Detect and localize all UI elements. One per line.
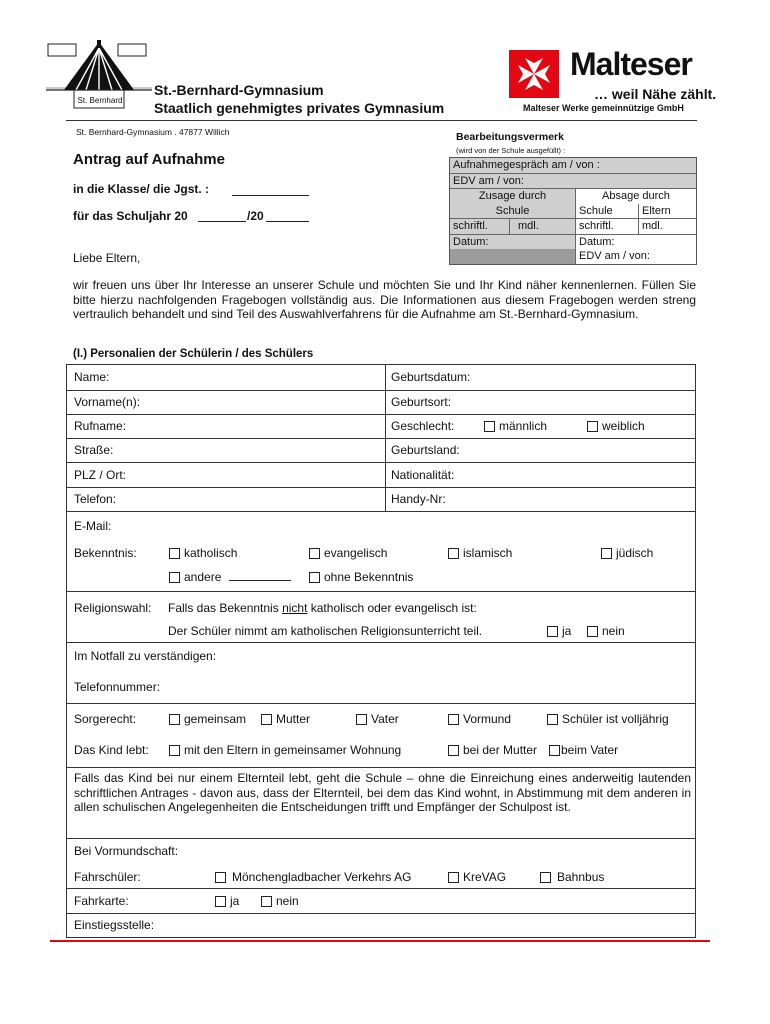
juedisch-checkbox[interactable]	[601, 548, 612, 559]
fahrkarte-ja-option[interactable]	[215, 894, 239, 908]
bv-zusage: Zusage durch	[450, 189, 576, 204]
bv-row-schriftl	[450, 218, 696, 234]
andere-label: andere	[184, 570, 222, 584]
krevag-checkbox[interactable]	[448, 872, 459, 883]
row-divider	[67, 767, 695, 768]
gemeinsam-checkbox[interactable]	[169, 714, 180, 725]
schuljahr-sep: /20	[247, 209, 264, 223]
strasse-label: Straße:	[74, 443, 114, 457]
ohne-option[interactable]	[309, 570, 413, 584]
bv-datum2: Datum:	[579, 235, 615, 248]
bv-row-edv	[450, 174, 696, 190]
fahrkarte-ja-label: ja	[230, 894, 240, 908]
fahrkarte-label: Fahrkarte:	[74, 894, 129, 908]
logo-text: St. Bernhard	[77, 96, 123, 105]
fahrkarte-nein-option[interactable]	[261, 894, 299, 908]
school-subtitle: Staatlich genehmigtes privates Gymnasium	[154, 100, 445, 116]
schuljahr-input-1[interactable]	[198, 221, 246, 222]
katholisch-checkbox[interactable]	[169, 548, 180, 559]
volljaehrig-option[interactable]	[547, 712, 669, 726]
weiblich-label: weiblich	[602, 419, 645, 433]
religion-question: Der Schüler nimmt am katholischen Religionsunterricht teil.	[168, 624, 483, 638]
religionswahl-condition	[168, 601, 477, 615]
geburtsort-label: Geburtsort:	[391, 395, 452, 409]
sorgerecht-label: Sorgerecht:	[74, 712, 137, 726]
weiblich-option[interactable]	[587, 419, 645, 433]
bv-edv2: EDV am / von:	[579, 250, 650, 262]
bv-absage: Absage durch	[602, 190, 670, 202]
bv-schule2: Schule	[576, 204, 639, 219]
beim-vater-label: beim Vater	[561, 743, 619, 757]
col-divider	[385, 365, 386, 511]
evangelisch-checkbox[interactable]	[309, 548, 320, 559]
rufname-label: Rufname:	[74, 419, 127, 433]
name-label: Name:	[74, 370, 110, 384]
andere-option[interactable]	[169, 570, 291, 584]
row-divider	[67, 414, 695, 415]
elternteil-info: Falls das Kind bei nur einem Elternteil lebt, geht die Schule – ohne die Einreichung eines anderweitig lautenden schriftlichen Antrages - davon aus, dass der Elternteil, bei dem das Kind wohnt, in Abstimmung mit dem anderen in allen schulischen Angelegenheiten die Entscheidungen trifft und Empfänger der Schulpost ist.	[74, 771, 691, 814]
row-divider	[67, 390, 695, 391]
ohne-label: ohne Bekenntnis	[324, 570, 414, 584]
row-divider	[67, 511, 695, 512]
krevag-option[interactable]	[448, 870, 506, 884]
bv-eltern: Eltern	[642, 204, 671, 217]
maennlich-label: männlich	[499, 419, 548, 433]
maennlich-option[interactable]	[484, 419, 547, 433]
mutter-checkbox[interactable]	[261, 714, 272, 725]
islamisch-option[interactable]	[448, 546, 512, 560]
krevag-label: KreVAG	[463, 870, 507, 884]
bv-edv2-blank	[450, 249, 576, 264]
gemeinsam-label: gemeinsam	[184, 712, 247, 726]
page-title: Antrag auf Aufnahme	[73, 151, 225, 168]
plz-label: PLZ / Ort:	[74, 468, 127, 482]
ohne-checkbox[interactable]	[309, 572, 320, 583]
mit-eltern-option[interactable]	[169, 743, 401, 757]
telefonnummer-label: Telefonnummer:	[74, 680, 161, 694]
bearbeitung-title: Bearbeitungsvermerk	[456, 131, 564, 143]
bv-row-edv2	[450, 249, 696, 264]
footer-red-line	[50, 940, 710, 942]
schuljahr-input-2[interactable]	[266, 221, 309, 222]
bv-row-datum	[450, 234, 696, 250]
vater-label: Vater	[371, 712, 399, 726]
bahnbus-option[interactable]	[540, 870, 604, 884]
row-divider	[67, 591, 695, 592]
bv-datum: Datum:	[450, 235, 576, 250]
bv-row-schule	[450, 204, 696, 219]
religion-nein-label: nein	[602, 624, 625, 638]
mvg-option[interactable]	[215, 870, 411, 884]
religionswahl-label: Religionswahl:	[74, 601, 152, 615]
notfall-label: Im Notfall zu verständigen:	[74, 649, 217, 663]
juedisch-option[interactable]	[601, 546, 653, 560]
weiblich-checkbox[interactable]	[587, 421, 598, 432]
malteser-logo	[509, 50, 559, 98]
greeting: Liebe Eltern,	[73, 251, 141, 265]
bv-row-aufnahme	[450, 158, 696, 174]
vormundschaft-label: Bei Vormundschaft:	[74, 844, 179, 858]
andere-input[interactable]	[229, 580, 291, 581]
bei-mutter-checkbox[interactable]	[448, 745, 459, 756]
vormund-option[interactable]	[448, 712, 511, 726]
bv-schriftl2: schriftl.	[576, 219, 639, 234]
islamisch-checkbox[interactable]	[448, 548, 459, 559]
religion-ja-label: ja	[562, 624, 572, 638]
bahnbus-checkbox[interactable]	[540, 872, 551, 883]
bv-mdl: mdl.	[510, 219, 576, 234]
kind-lebt-label: Das Kind lebt:	[74, 743, 149, 757]
maltese-cross-icon	[509, 50, 559, 98]
row-divider	[67, 703, 695, 704]
katholisch-label: katholisch	[184, 546, 238, 560]
bv-schriftl: schriftl.	[450, 219, 510, 234]
fahrschueler-label: Fahrschüler:	[74, 870, 141, 884]
condition-nicht: nicht	[282, 601, 308, 615]
gemeinsam-option[interactable]	[169, 712, 246, 726]
bahnbus-label: Bahnbus	[557, 870, 605, 884]
row-divider	[67, 913, 695, 914]
klasse-input[interactable]	[232, 194, 309, 196]
school-address: St. Bernhard-Gymnasium . 47877 Willich	[76, 127, 230, 137]
vormund-label: Vormund	[463, 712, 512, 726]
school-logo	[44, 40, 154, 114]
bekenntnis-label: Bekenntnis:	[74, 546, 137, 560]
nationalitaet-label: Nationalität:	[391, 468, 455, 482]
row-divider	[67, 462, 695, 463]
religion-ja-option[interactable]	[547, 624, 571, 638]
islamisch-label: islamisch	[463, 546, 513, 560]
bearbeitung-note: (wird von der Schule ausgefüllt) :	[456, 146, 566, 155]
condition-post: katholisch oder evangelisch ist:	[307, 601, 477, 615]
school-name: St.-Bernhard-Gymnasium	[154, 82, 324, 98]
mvg-checkbox[interactable]	[215, 872, 226, 883]
religion-nein-checkbox[interactable]	[587, 626, 598, 637]
fahrkarte-nein-checkbox[interactable]	[261, 896, 272, 907]
malteser-slogan: … weil Nähe zählt.	[594, 86, 717, 102]
malteser-org: Malteser Werke gemeinnützige GmbH	[523, 103, 684, 113]
bv-row-zusage	[450, 189, 696, 204]
row-divider	[67, 838, 695, 839]
bv-edv: EDV am / von:	[453, 174, 524, 187]
section-title: (I.) Personalien der Schülerin / des Schülers	[73, 348, 314, 360]
beim-vater-checkbox[interactable]	[549, 745, 560, 756]
vormund-checkbox[interactable]	[448, 714, 459, 725]
mutter-label: Mutter	[276, 712, 311, 726]
vater-option[interactable]	[356, 712, 399, 726]
handy-label: Handy-Nr:	[391, 492, 446, 506]
mit-eltern-checkbox[interactable]	[169, 745, 180, 756]
religion-ja-checkbox[interactable]	[547, 626, 558, 637]
mvg-label: Mönchengladbacher Verkehrs AG	[232, 870, 412, 884]
fahrkarte-nein-label: nein	[276, 894, 299, 908]
mutter-option[interactable]	[261, 712, 310, 726]
bei-mutter-label: bei der Mutter	[463, 743, 538, 757]
maennlich-checkbox[interactable]	[484, 421, 495, 432]
row-divider	[67, 642, 695, 643]
row-divider	[67, 888, 695, 889]
religion-nein-option[interactable]	[587, 624, 625, 638]
bv-mdl2: mdl.	[642, 220, 663, 232]
row-divider	[67, 487, 695, 488]
andere-checkbox[interactable]	[169, 572, 180, 583]
email-label: E-Mail:	[74, 519, 112, 533]
juedisch-label: jüdisch	[616, 546, 654, 560]
telefon-label: Telefon:	[74, 492, 117, 506]
bv-aufnahme: Aufnahmegespräch am / von :	[453, 159, 600, 171]
geschlecht-label: Geschlecht:	[391, 419, 455, 433]
condition-pre: Falls das Bekenntnis	[168, 601, 283, 615]
evangelisch-option[interactable]	[309, 546, 387, 560]
einstieg-label: Einstiegsstelle:	[74, 918, 155, 932]
bearbeitung-box	[449, 157, 697, 265]
volljaehrig-checkbox[interactable]	[547, 714, 558, 725]
bei-mutter-option[interactable]	[448, 743, 537, 757]
vater-checkbox[interactable]	[356, 714, 367, 725]
klasse-label: in die Klasse/ die Jgst. :	[73, 182, 210, 196]
fahrkarte-ja-checkbox[interactable]	[215, 896, 226, 907]
beim-vater-option[interactable]	[549, 743, 618, 757]
evangelisch-label: evangelisch	[324, 546, 388, 560]
volljaehrig-label: Schüler ist volljährig	[562, 712, 669, 726]
row-divider	[67, 438, 695, 439]
geburtsdatum-label: Geburtsdatum:	[391, 370, 471, 384]
malteser-brand: Malteser	[570, 46, 692, 82]
intro-paragraph: wir freuen uns über Ihr Interesse an unserer Schule und möchten Sie und Ihr Kind näher kennenlernen. Füllen Sie bitte hierzu nachfolgenden Fragebogen vollständig aus. Die Informationen aus diesem Fragebogen werden streng vertraulich behandelt und sind Teil des Auswahlverfahrens für die Aufnahme am St.-Bernhard-Gymnasium.	[73, 278, 696, 321]
mit-eltern-label: mit den Eltern in gemeinsamer Wohnung	[184, 743, 402, 757]
katholisch-option[interactable]	[169, 546, 237, 560]
header-rule	[66, 120, 697, 121]
personalien-form	[66, 364, 696, 938]
bv-schule: Schule	[450, 204, 576, 219]
geburtsland-label: Geburtsland:	[391, 443, 460, 457]
vorname-label: Vorname(n):	[74, 395, 141, 409]
schuljahr-label: für das Schuljahr 20	[73, 209, 188, 223]
